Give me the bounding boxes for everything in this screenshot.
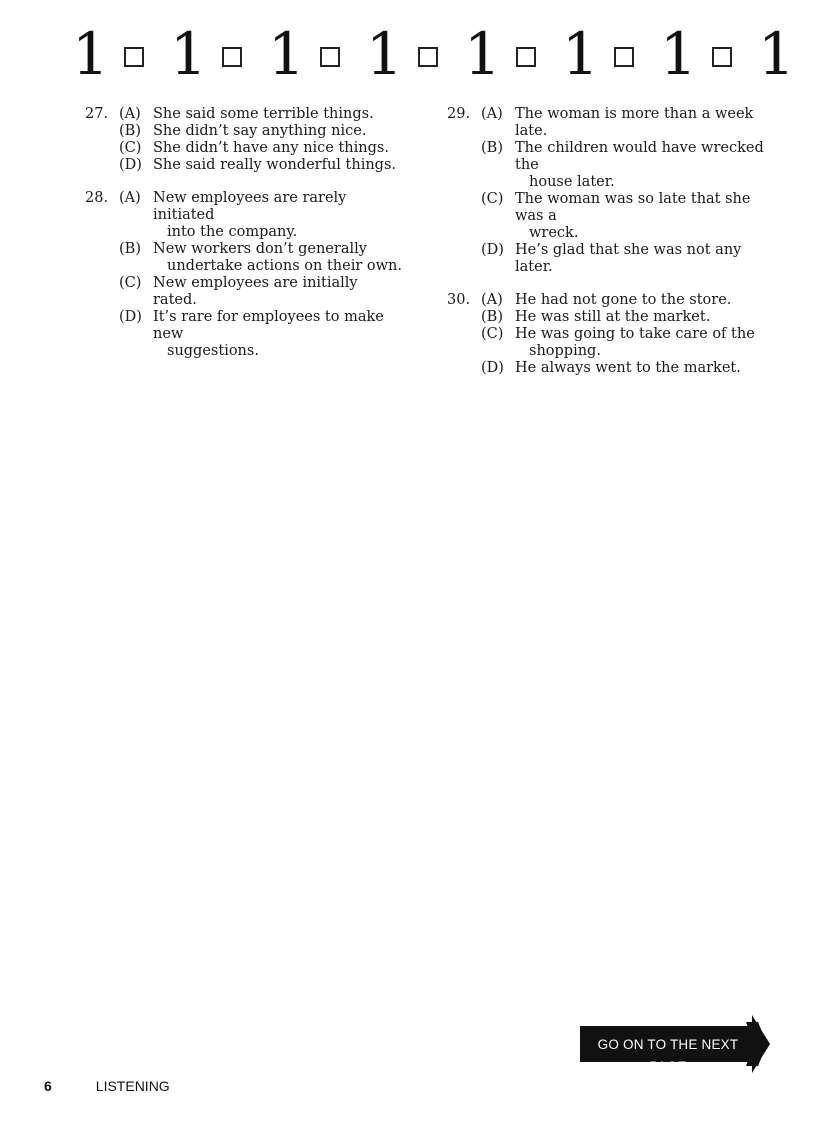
answer-option [85,123,405,140]
page-number: 6 [44,1078,52,1094]
next-page-button[interactable] [578,1014,774,1074]
answer-option [447,106,777,140]
option-letter: (A) [481,106,503,122]
question-number: 29. [447,106,471,122]
answer-option [85,241,405,275]
option-text: New employees are initially rated. [153,275,358,308]
questions-right-column [447,106,777,393]
question-27 [85,106,405,174]
section-number: 1 [464,20,501,88]
option-text: He was going to take care of the shopping. [515,326,755,359]
option-text: The children would have wrecked the house later. [515,140,764,190]
next-page-label: GO ON TO THE NEXT PAGE [597,1037,739,1074]
answer-option [447,360,777,377]
square-divider-icon [516,47,536,67]
section-number: 1 [72,20,109,88]
answer-option [85,106,405,123]
option-letter: (B) [481,309,503,325]
square-divider-icon [124,47,144,67]
answer-option [447,292,777,309]
answer-option [447,309,777,326]
question-number: 28. [85,190,109,206]
question-28 [85,190,405,360]
answer-option [447,326,777,360]
square-divider-icon [614,47,634,67]
option-letter: (A) [119,190,141,206]
section-header-band [72,20,795,88]
questions-left-column [85,106,405,376]
option-letter: (A) [481,292,503,308]
option-letter: (B) [119,123,141,139]
section-number: 1 [758,20,795,88]
option-letter: (D) [481,242,504,258]
square-divider-icon [418,47,438,67]
answer-option [85,275,405,309]
section-number: 1 [660,20,697,88]
question-29 [447,106,777,276]
question-number: 27. [85,106,109,122]
option-letter: (D) [119,157,142,173]
answer-option [447,242,777,276]
section-number: 1 [170,20,207,88]
option-letter: (C) [119,275,142,291]
option-text: She didn’t say anything nice. [153,123,367,139]
section-number: 1 [562,20,599,88]
option-letter: (C) [481,326,504,342]
option-text: She didn’t have any nice things. [153,140,389,156]
answer-option [85,140,405,157]
answer-option [85,309,405,360]
option-text: It’s rare for employees to make new suggestions. [153,309,384,359]
option-text: She said some terrible things. [153,106,374,122]
option-letter: (A) [119,106,141,122]
option-text: He’s glad that she was not any later. [515,242,742,275]
option-text: He always went to the market. [515,360,741,376]
option-letter: (D) [481,360,504,376]
option-text: She said really wonderful things. [153,157,397,173]
answer-option [447,140,777,191]
option-text: The woman is more than a week late. [515,106,754,139]
page-footer [44,1078,170,1094]
option-text: He had not gone to the store. [515,292,732,308]
square-divider-icon [712,47,732,67]
option-letter: (C) [481,191,504,207]
question-30 [447,292,777,377]
option-text: New workers don’t generally undertake actions on their own. [153,241,402,274]
option-letter: (B) [119,241,141,257]
answer-option [85,190,405,241]
option-letter: (B) [481,140,503,156]
question-number: 30. [447,292,471,308]
option-text: New employees are rarely initiated into the company. [153,190,347,240]
square-divider-icon [222,47,242,67]
section-number: 1 [366,20,403,88]
option-letter: (D) [119,309,142,325]
section-name: LISTENING [95,1078,170,1094]
answer-option [447,191,777,242]
option-text: He was still at the market. [515,309,711,325]
section-number: 1 [268,20,305,88]
option-text: The woman was so late that she was a wreck. [515,191,751,241]
square-divider-icon [320,47,340,67]
answer-option [85,157,405,174]
option-letter: (C) [119,140,142,156]
